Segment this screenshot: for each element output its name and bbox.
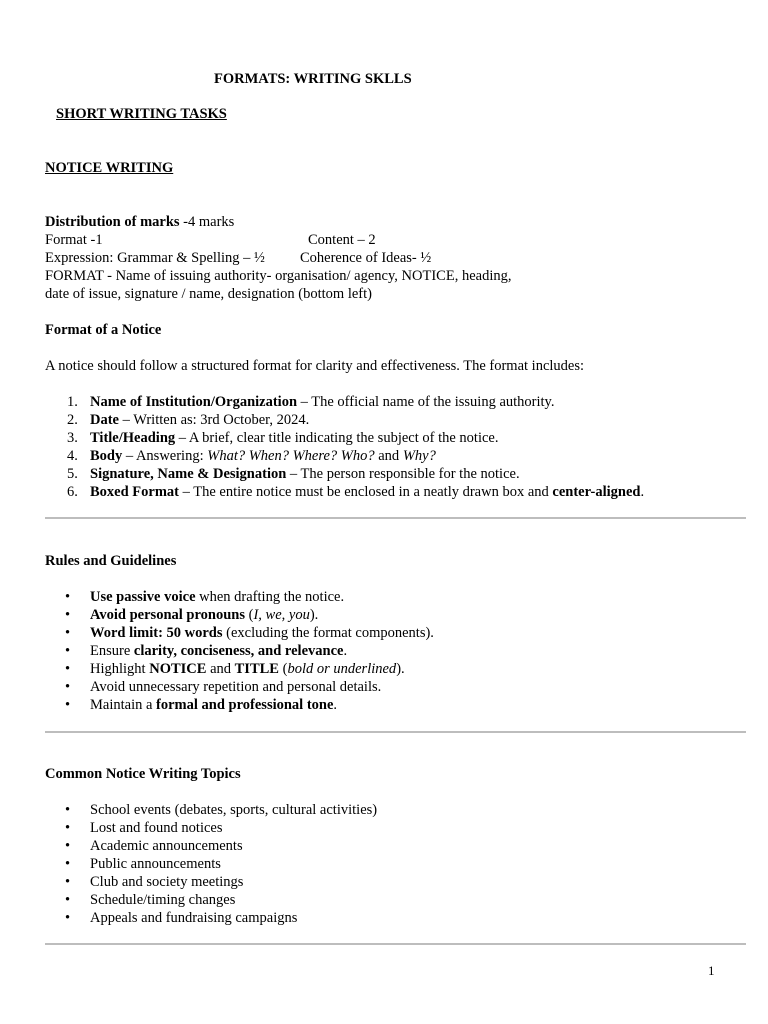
topic-text: Appeals and fundraising campaigns xyxy=(90,910,298,926)
item-text: and xyxy=(374,448,403,464)
expression-marks: Expression: Grammar & Spelling – ½ xyxy=(45,250,265,266)
item-text: – The entire notice must be enclosed in a neatly drawn box and xyxy=(179,484,553,500)
list-item xyxy=(45,891,377,909)
divider xyxy=(45,943,746,945)
item-term: Name of Institution/Organization xyxy=(90,394,298,410)
rule-text: when drafting the notice. xyxy=(195,589,345,605)
list-number: 6. xyxy=(67,484,78,500)
page-title: FORMATS: WRITING SKLLS xyxy=(214,71,412,87)
rule-bold: NOTICE xyxy=(149,661,207,677)
topic-text: Academic announcements xyxy=(90,838,243,854)
list-item xyxy=(45,819,377,837)
item-italic: What? When? Where? Who? xyxy=(207,448,375,464)
list-item xyxy=(45,606,434,624)
item-text: – Answering: xyxy=(122,448,208,464)
rules-heading: Rules and Guidelines xyxy=(45,553,177,569)
list-number: 3. xyxy=(67,430,78,446)
rule-text: and xyxy=(206,661,235,677)
format-description-1: FORMAT - Name of issuing authority- organisation/ agency, NOTICE, heading, xyxy=(45,268,512,284)
item-text: – Written as: 3rd October, 2024. xyxy=(119,412,310,428)
marks-label: Distribution of marks xyxy=(45,214,180,230)
rule-italic: bold or underlined xyxy=(287,661,397,677)
content-marks: Content – 2 xyxy=(308,232,376,248)
rule-bold: formal and professional tone xyxy=(156,697,334,713)
topic-text: School events (debates, sports, cultural activities) xyxy=(90,802,378,818)
list-item xyxy=(45,411,644,429)
rule-text: Avoid unnecessary repetition and personal details. xyxy=(90,679,382,695)
bullet-icon: • xyxy=(65,697,71,713)
list-number: 1. xyxy=(67,394,78,410)
item-term: Date xyxy=(90,412,119,428)
list-number: 2. xyxy=(67,412,78,428)
list-item xyxy=(45,465,644,483)
item-term: Body xyxy=(90,448,123,464)
list-item xyxy=(45,588,434,606)
rule-text: . xyxy=(333,697,338,713)
bullet-icon: • xyxy=(65,625,71,641)
page-number: 1 xyxy=(708,963,715,978)
item-italic: Why? xyxy=(402,448,436,464)
bullet-icon: • xyxy=(65,802,71,818)
item-term: center-aligned xyxy=(552,484,641,500)
bullet-icon: • xyxy=(65,820,71,836)
format-intro: A notice should follow a structured format for clarity and effectiveness. The format includes: xyxy=(45,358,585,374)
item-text: – The official name of the issuing authority. xyxy=(297,394,555,410)
topic-text: Schedule/timing changes xyxy=(90,892,236,908)
topics-heading: Common Notice Writing Topics xyxy=(45,766,241,782)
divider xyxy=(45,517,746,519)
list-item xyxy=(45,801,377,819)
list-item xyxy=(45,837,377,855)
rule-text: ). xyxy=(396,661,405,677)
format-marks: Format -1 xyxy=(45,232,103,248)
rules-list xyxy=(45,588,434,714)
list-item xyxy=(45,678,434,696)
bullet-icon: • xyxy=(65,643,71,659)
list-item xyxy=(45,855,377,873)
rule-bold: Avoid personal pronouns xyxy=(90,607,245,623)
bullet-icon: • xyxy=(65,661,71,677)
rule-text: ( xyxy=(244,607,254,623)
list-item xyxy=(45,483,644,501)
list-item xyxy=(45,873,377,891)
bullet-icon: • xyxy=(65,679,71,695)
rule-bold: clarity, conciseness, and relevance xyxy=(133,643,344,659)
item-text: – A brief, clear title indicating the subject of the notice. xyxy=(175,430,499,446)
list-item xyxy=(45,696,434,714)
bullet-icon: • xyxy=(65,874,71,890)
list-item xyxy=(45,909,377,927)
rule-bold: Word limit: 50 words xyxy=(90,625,223,641)
list-number: 5. xyxy=(67,466,78,482)
topics-list xyxy=(45,801,377,927)
rule-text: ( xyxy=(278,661,288,677)
topic-text: Public announcements xyxy=(90,856,221,872)
rule-italic: I, we, you xyxy=(253,607,310,623)
rule-text: Highlight xyxy=(90,661,150,677)
list-number: 4. xyxy=(67,448,78,464)
marks-line xyxy=(45,213,234,231)
marks-value: -4 marks xyxy=(179,214,235,230)
subtitle: SHORT WRITING TASKS xyxy=(56,106,227,122)
rule-text: Maintain a xyxy=(90,697,157,713)
bullet-icon: • xyxy=(65,856,71,872)
bullet-icon: • xyxy=(65,607,71,623)
list-item xyxy=(45,393,644,411)
list-item xyxy=(45,429,644,447)
item-text: . xyxy=(640,484,645,500)
topic-text: Club and society meetings xyxy=(90,874,244,890)
rule-text: (excluding the format components). xyxy=(222,625,434,641)
format-heading: Format of a Notice xyxy=(45,322,162,338)
rule-bold: TITLE xyxy=(234,661,279,677)
bullet-icon: • xyxy=(65,589,71,605)
rule-text: Ensure xyxy=(90,643,134,659)
rule-bold: Use passive voice xyxy=(90,589,196,605)
item-text: – The person responsible for the notice. xyxy=(286,466,520,482)
list-item xyxy=(45,624,434,642)
rule-text: ). xyxy=(309,607,319,623)
item-term: Boxed Format xyxy=(90,484,179,500)
item-term: Signature, Name & Designation xyxy=(90,466,287,482)
format-description-2: date of issue, signature / name, designation (bottom left) xyxy=(45,286,372,302)
bullet-icon: • xyxy=(65,838,71,854)
notice-writing-heading: NOTICE WRITING xyxy=(45,160,174,176)
format-list xyxy=(45,393,644,501)
divider xyxy=(45,731,746,733)
bullet-icon: • xyxy=(65,910,71,926)
rule-text: . xyxy=(343,643,348,659)
list-item xyxy=(45,660,434,678)
bullet-icon: • xyxy=(65,892,71,908)
list-item xyxy=(45,642,434,660)
item-term: Title/Heading xyxy=(90,430,176,446)
topic-text: Lost and found notices xyxy=(90,820,223,836)
list-item xyxy=(45,447,644,465)
coherence-marks: Coherence of Ideas- ½ xyxy=(300,250,432,266)
